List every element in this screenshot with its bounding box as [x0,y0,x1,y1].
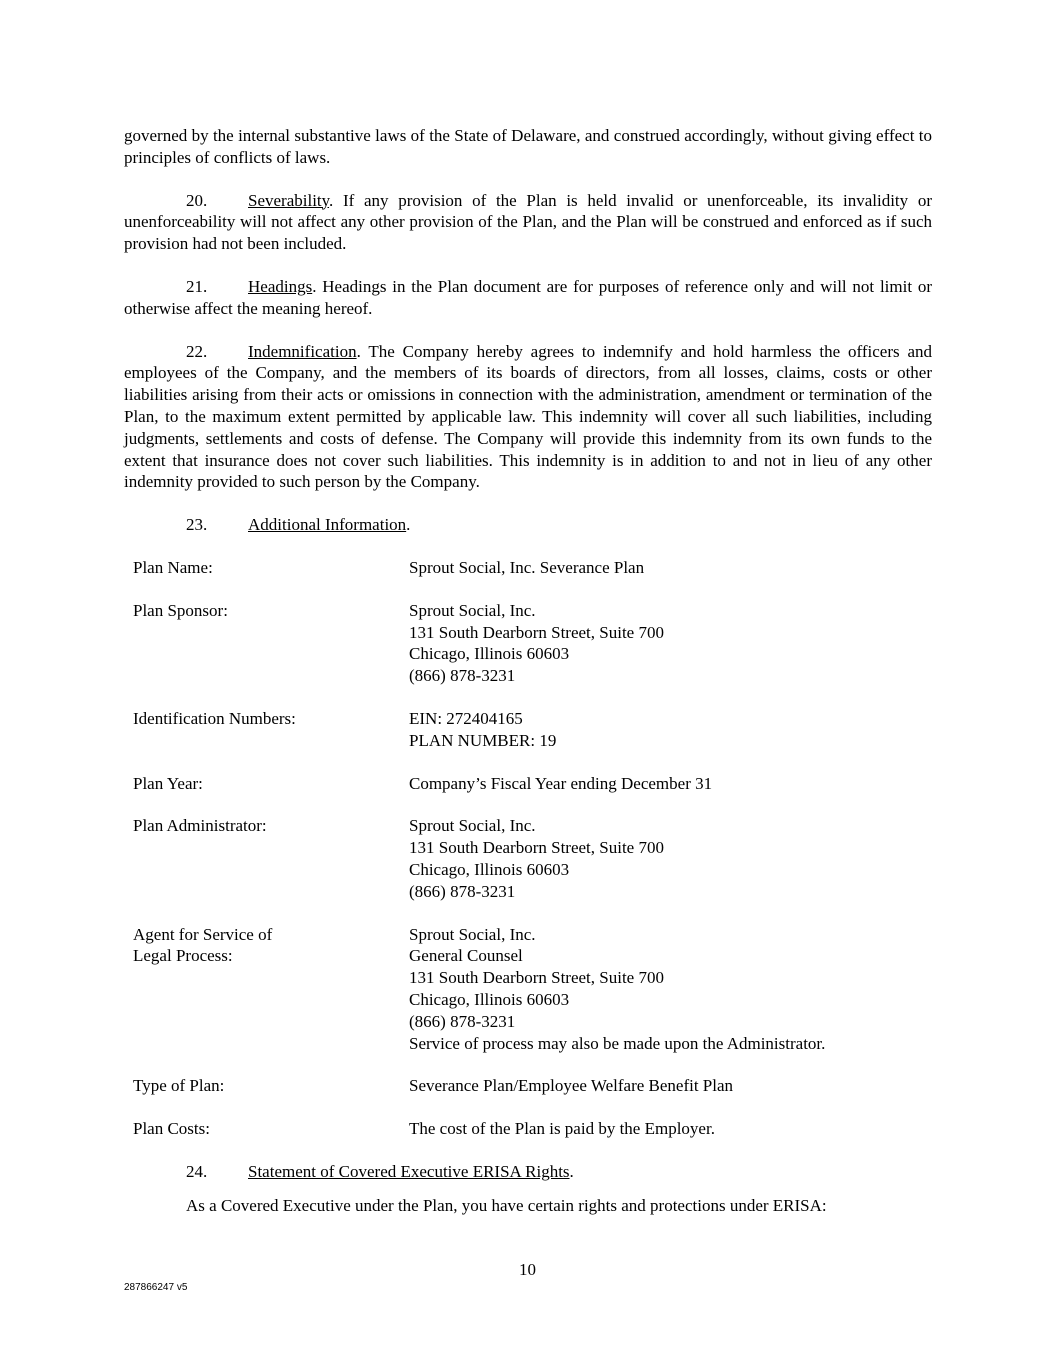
section-title: Severability [248,190,330,210]
info-row [133,815,932,902]
info-row [133,1075,932,1097]
info-row [133,557,932,579]
document-body [124,125,932,1237]
section-number: 22. [186,341,208,361]
info-value [409,708,932,752]
info-value-line: General Counsel [409,946,523,966]
info-label-line: Plan Name: [133,557,213,577]
info-value-line: (866) 878-3231 [409,1011,516,1031]
section-paragraph [124,276,932,320]
info-label [133,773,409,795]
opening-paragraph: governed by the internal substantive laws of the State of Delaware, and construed accordingly, without giving effect to principles of conflicts of laws. [124,126,932,167]
sections-container [124,190,932,536]
info-value-line: Chicago, Illinois 60603 [409,644,570,664]
info-label [133,708,409,752]
section-text: . The Company hereby agrees to indemnify and hold harmless the officers and employees of the Company, and the members of its boards of directors, from all losses, claims, costs or other liabilities arising from their acts or omissions in connection with the administration, amendment or termination of the Plan, to the maximum extent permitted by applicable law. This indemnity will cover all such liabilities, including judgments, settlements and costs of defense. The Company will provide this indemnity from its own funds to the extent that insurance does not cover such liabilities. This indemnity is in addition to and not in lieu of any other indemnity provided to such person by the Company. [124,341,932,492]
info-label-line: Plan Sponsor: [133,600,228,620]
info-label-line: Plan Administrator: [133,816,267,836]
info-value [409,600,932,687]
info-value-line: Severance Plan/Employee Welfare Benefit Plan [409,1076,734,1096]
info-value [409,924,932,1055]
info-label-line: Legal Process: [133,946,233,966]
info-value-line: (866) 878-3231 [409,666,516,686]
info-value [409,815,932,902]
section-paragraph [124,341,932,494]
info-label [133,1118,409,1140]
info-value-line: Sprout Social, Inc. [409,816,536,836]
document-id: 287866247 v5 [124,1282,188,1293]
section-title: Statement of Covered Executive ERISA Rights [248,1161,570,1181]
info-value-line: Chicago, Illinois 60603 [409,859,570,879]
info-value-line: Chicago, Illinois 60603 [409,989,570,1009]
info-row [133,1118,932,1140]
info-label [133,557,409,579]
info-value-line: EIN: 272404165 [409,708,523,728]
section-paragraph [124,514,932,536]
info-label-line: Identification Numbers: [133,708,296,728]
section-title: Additional Information [248,515,407,535]
section-text: . [406,515,411,535]
info-label [133,600,409,687]
info-value-line: Sprout Social, Inc. Severance Plan [409,557,645,577]
section-24-heading [124,1161,932,1183]
info-label-line: Agent for Service of [133,924,273,944]
info-label-line: Plan Costs: [133,1119,210,1139]
section-number: 20. [186,190,208,210]
section-paragraph [124,190,932,255]
info-value-line: 131 South Dearborn Street, Suite 700 [409,968,664,988]
info-value [409,1118,932,1140]
section-text: . [569,1161,574,1181]
info-value-line: PLAN NUMBER: 19 [409,730,557,750]
section-text: . If any provision of the Plan is held invalid or unenforceable, its invalidity or unenforceability will not affect any other provision of the Plan, and the Plan will be construed and enforced as if such provision had not been included. [124,190,932,254]
info-row [133,924,932,1055]
info-value [409,557,932,579]
info-label [133,924,409,1055]
info-value-line: Sprout Social, Inc. [409,924,536,944]
info-value-line: 131 South Dearborn Street, Suite 700 [409,838,664,858]
info-value-line: (866) 878-3231 [409,881,516,901]
section-number: 24. [186,1161,208,1181]
section-number: 23. [186,515,208,535]
info-value-line: 131 South Dearborn Street, Suite 700 [409,622,664,642]
info-value-line: Company’s Fiscal Year ending December 31 [409,773,713,793]
section-number: 21. [186,276,208,296]
info-value-line: The cost of the Plan is paid by the Employer. [409,1119,715,1139]
additional-information-table [133,557,932,1140]
info-value-line: Sprout Social, Inc. [409,600,536,620]
info-label-line: Type of Plan: [133,1076,225,1096]
info-label [133,1075,409,1097]
info-row [133,708,932,752]
closing-paragraph: As a Covered Executive under the Plan, you have certain rights and protections under ERISA: [186,1195,827,1215]
info-row [133,600,932,687]
info-label-line: Plan Year: [133,773,203,793]
info-value [409,1075,932,1097]
section-title: Indemnification [248,341,357,361]
section-title: Headings [248,276,313,296]
info-value [409,773,932,795]
section-text: . Headings in the Plan document are for purposes of reference only and will not limit or otherwise affect the meaning hereof. [124,276,932,318]
page-number: 10 [519,1260,536,1279]
info-value-line: Service of process may also be made upon the Administrator. [409,1033,826,1053]
info-label [133,815,409,902]
info-row [133,773,932,795]
